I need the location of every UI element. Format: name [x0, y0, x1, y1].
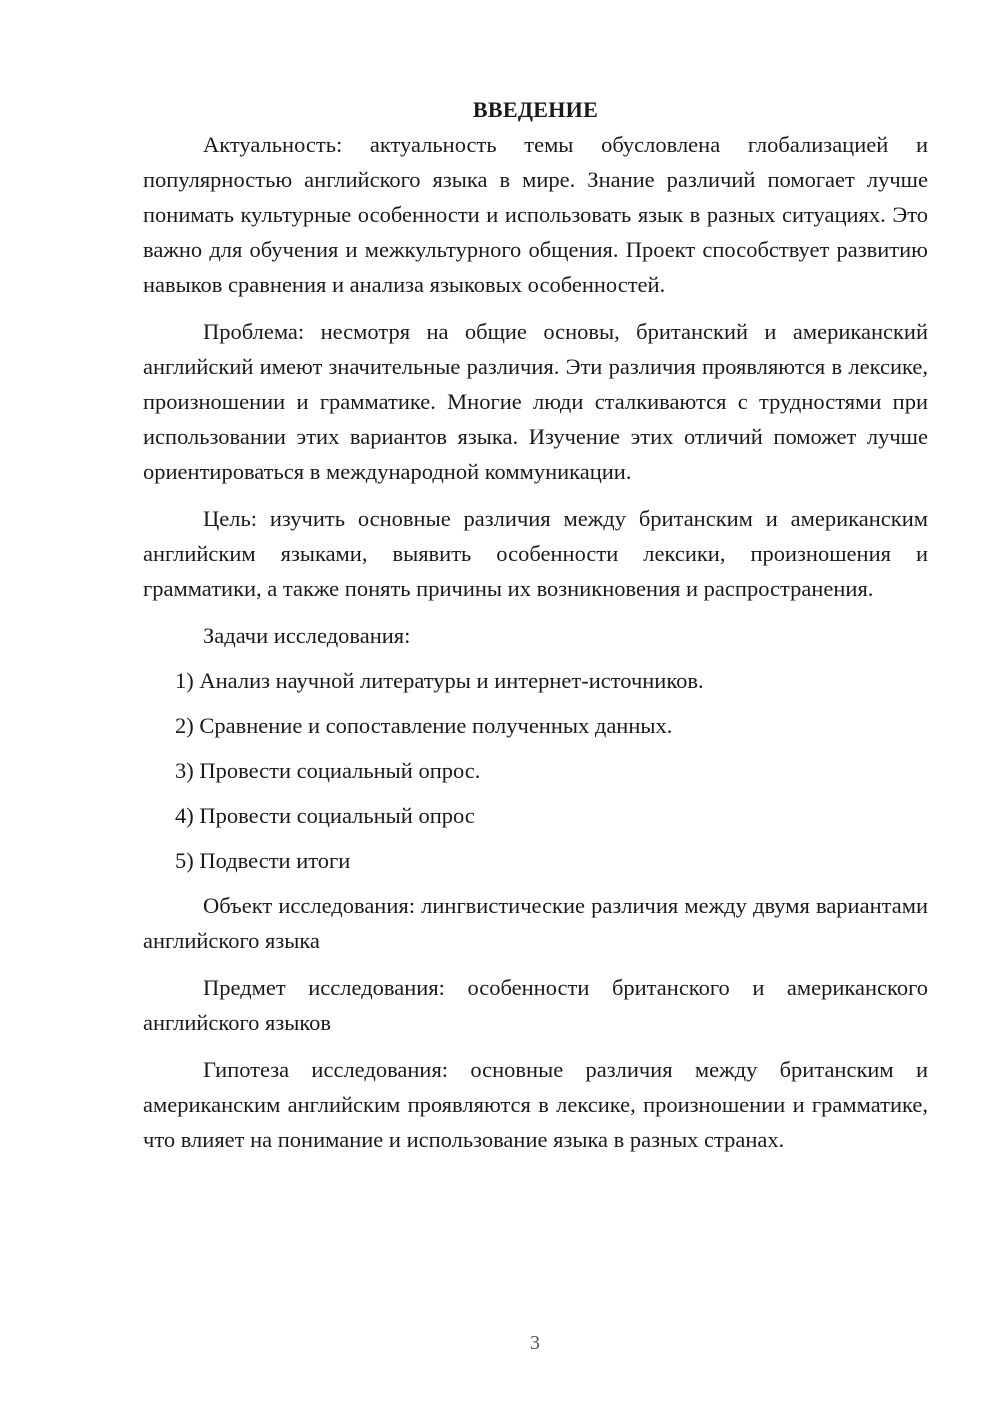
paragraph-hypothesis: Гипотеза исследования: основные различия между британским и американским английским проявляются в лексике, произношении и грамматике, что влияет на понимание и использование языка в разных странах.: [143, 1057, 928, 1152]
page-title: ВВЕДЕНИЕ: [472, 97, 599, 122]
task-item-5: 5) Подвести итоги: [175, 848, 351, 873]
paragraph-goal: Цель: изучить основные различия между британским и американским английским языками, выявить особенности лексики, произношения и грамматики, а также понять причины их возникновения и распространения.: [143, 506, 928, 601]
paragraph-subject: Предмет исследования: особенности британского и американского английского языков: [143, 975, 928, 1035]
tasks-heading: Задачи исследования:: [203, 623, 411, 648]
task-item-2: 2) Сравнение и сопоставление полученных данных.: [175, 713, 673, 738]
task-item-4: 4) Провести социальный опрос: [175, 803, 475, 828]
page-number: 3: [530, 1332, 540, 1354]
task-item-3: 3) Провести социальный опрос.: [175, 758, 481, 783]
task-item-1: 1) Анализ научной литературы и интернет-источников.: [175, 668, 704, 693]
document-page: [143, 92, 928, 1169]
paragraph-problem: Проблема: несмотря на общие основы, британский и американский английский имеют значительные различия. Эти различия проявляются в лексике, произношении и грамматике. Многие люди сталкиваются с трудностями при использовании этих вариантов языка. Изучение этих отличий поможет лучше ориентироваться в международной коммуникации.: [143, 319, 928, 484]
tasks-list: [143, 663, 928, 878]
paragraph-relevance: Актуальность: актуальность темы обусловлена глобализацией и популярностью английского языка в мире. Знание различий помогает лучше понимать культурные особенности и использовать язык в разных ситуациях. Это важно для обучения и межкультурного общения. Проект способствует развитию навыков сравнения и анализа языковых особенностей.: [143, 132, 928, 297]
paragraph-object: Объект исследования: лингвистические различия между двумя вариантами английского языка: [143, 893, 928, 953]
